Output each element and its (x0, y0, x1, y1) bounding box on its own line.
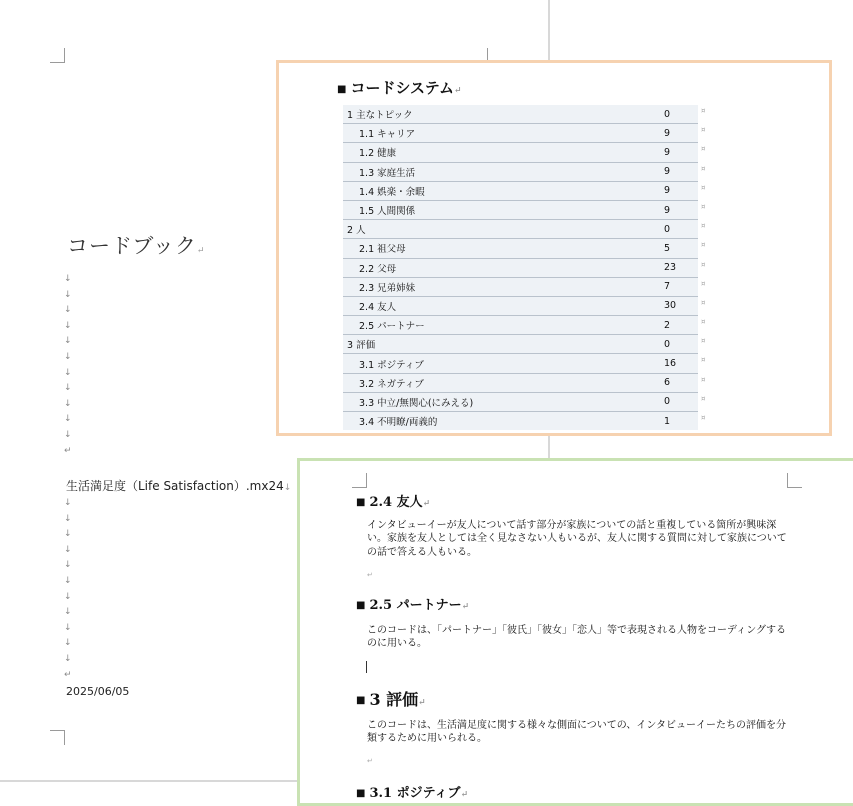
code-count: 5 (660, 239, 698, 258)
row-end-mark: ¤ (701, 107, 706, 115)
code-row[interactable] (343, 296, 698, 315)
code-count: 30 (660, 296, 698, 315)
code-label: 2.5 パートナー (343, 316, 660, 335)
heading-bullet-icon: ■ (356, 695, 366, 706)
blank-lines-top: ↓ ↓ ↓ ↓ ↓ ↓ ↓ ↓ ↓ ↓ ↓ ↵ (64, 274, 72, 456)
code-label: 1.5 人間関係 (343, 200, 660, 219)
code-label: 1.4 娯楽・余暇 (343, 181, 660, 200)
heading-bullet-icon: ■ (356, 600, 366, 611)
text-cursor (366, 661, 367, 673)
code-label: 1.2 健康 (343, 143, 660, 162)
row-end-mark: ¤ (701, 126, 706, 135)
code-label: 3.4 不明瞭/両義的 (343, 412, 660, 431)
code-count: 0 (660, 105, 698, 124)
code-count: 9 (660, 124, 698, 143)
code-label: 3.2 ネガティブ (343, 373, 660, 392)
code-count: 6 (660, 373, 698, 392)
code-row[interactable] (343, 277, 698, 296)
paragraph-mark: ↵ (196, 246, 206, 256)
code-label: 3 評価 (343, 335, 660, 354)
code-label: 2.3 兄弟姉妹 (343, 277, 660, 296)
project-subtitle[interactable]: 生活満足度（Life Satisfaction）.mx24↓ (66, 479, 292, 493)
code-row[interactable] (343, 162, 698, 181)
cell-end-marks (701, 105, 709, 431)
heading-bullet-icon: ■ (356, 497, 366, 508)
section-3-1-heading[interactable]: ■ 3.1 ポジティブ↵ (356, 786, 469, 801)
row-end-mark: ¤ (701, 183, 706, 192)
row-end-mark: ¤ (701, 164, 706, 173)
row-end-mark: ¤ (701, 260, 706, 269)
code-label: 1 主なトピック (343, 105, 660, 124)
row-end-mark: ¤ (701, 318, 706, 327)
code-row[interactable] (343, 354, 698, 373)
code-label: 3.3 中立/無関心(にみえる) (343, 392, 660, 411)
row-end-mark: ¤ (701, 202, 706, 211)
document-date[interactable]: 2025/06/05 (66, 685, 130, 698)
crop-mark-top-left (352, 473, 367, 488)
code-count: 9 (660, 181, 698, 200)
code-row[interactable] (343, 105, 698, 124)
code-count: 0 (660, 335, 698, 354)
code-label: 2.2 父母 (343, 258, 660, 277)
row-end-mark: ¤ (701, 145, 706, 154)
code-row[interactable] (343, 335, 698, 354)
empty-paragraph-mark: ↵ (367, 757, 373, 765)
code-label: 1.1 キャリア (343, 124, 660, 143)
code-row[interactable] (343, 316, 698, 335)
code-row[interactable] (343, 373, 698, 392)
code-row[interactable] (343, 412, 698, 431)
code-system-table (343, 105, 698, 430)
code-system-panel (276, 60, 832, 436)
code-count: 23 (660, 258, 698, 277)
code-label: 1.3 家庭生活 (343, 162, 660, 181)
crop-mark-bottom-left (50, 730, 65, 745)
code-row[interactable] (343, 200, 698, 219)
section-3-heading[interactable]: ■ 3 評価↵ (356, 690, 426, 709)
code-row[interactable] (343, 392, 698, 411)
section-2-5-text[interactable]: このコードは、「パートナー」「彼氏」「彼女」「恋人」等で表現される人物をコーディングするのに用いる。 (367, 625, 786, 650)
row-end-mark: ¤ (701, 414, 706, 422)
code-count: 9 (660, 143, 698, 162)
code-row[interactable] (343, 220, 698, 239)
row-end-mark: ¤ (701, 241, 706, 250)
code-count: 9 (660, 200, 698, 219)
code-system-heading-text: コードシステム (350, 79, 454, 97)
code-count: 2 (660, 316, 698, 335)
row-end-mark: ¤ (701, 356, 706, 365)
code-row[interactable] (343, 124, 698, 143)
heading-bullet-icon: ■ (337, 83, 347, 95)
code-label: 2.4 友人 (343, 296, 660, 315)
code-count: 0 (660, 392, 698, 411)
code-count: 9 (660, 162, 698, 181)
row-end-mark: ¤ (701, 222, 706, 231)
code-count: 16 (660, 354, 698, 373)
row-end-mark: ¤ (701, 337, 706, 346)
crop-mark-top-left (50, 48, 65, 63)
code-label: 2.1 祖父母 (343, 239, 660, 258)
codebook-title[interactable] (67, 230, 205, 260)
code-count: 1 (660, 412, 698, 431)
heading-bullet-icon: ■ (356, 788, 366, 799)
code-row[interactable] (343, 181, 698, 200)
code-system-heading[interactable]: ■ コードシステム↵ (337, 79, 462, 97)
empty-paragraph-mark: ↵ (367, 571, 373, 579)
code-label: 3.1 ポジティブ (343, 354, 660, 373)
code-row[interactable] (343, 143, 698, 162)
code-row[interactable] (343, 239, 698, 258)
code-count: 0 (660, 220, 698, 239)
row-end-mark: ¤ (701, 279, 706, 288)
row-end-mark: ¤ (701, 375, 706, 384)
section-2-4-text[interactable]: インタビューイーが友人について話す部分が家族についての話と重複している箇所が興味深い。家族を友人としては全く見なさない人もいるが、友人に関する質問に対して家族についての話で答える人もいる。 (367, 520, 787, 558)
row-end-mark: ¤ (701, 298, 706, 307)
section-3-text[interactable]: このコードは、生活満足度に関する様々な側面についての、インタビューイーたちの評価を分類するために用いられる。 (367, 720, 786, 745)
codebook-title-text: コードブック (67, 234, 197, 258)
code-count: 7 (660, 277, 698, 296)
code-row[interactable] (343, 258, 698, 277)
blank-lines-bottom: ↓ ↓ ↓ ↓ ↓ ↓ ↓ ↓ ↓ ↓ ↓ ↵ (64, 498, 72, 680)
project-subtitle-text: 生活満足度（Life Satisfaction）.mx24 (66, 479, 284, 493)
crop-mark-top-right (787, 473, 802, 488)
document-sections-panel (297, 458, 853, 806)
code-label: 2 人 (343, 220, 660, 239)
row-end-mark: ¤ (701, 394, 706, 403)
section-2-5-heading[interactable]: ■ 2.5 パートナー↵ (356, 598, 470, 613)
section-2-4-heading[interactable]: ■ 2.4 友人↵ (356, 495, 431, 510)
